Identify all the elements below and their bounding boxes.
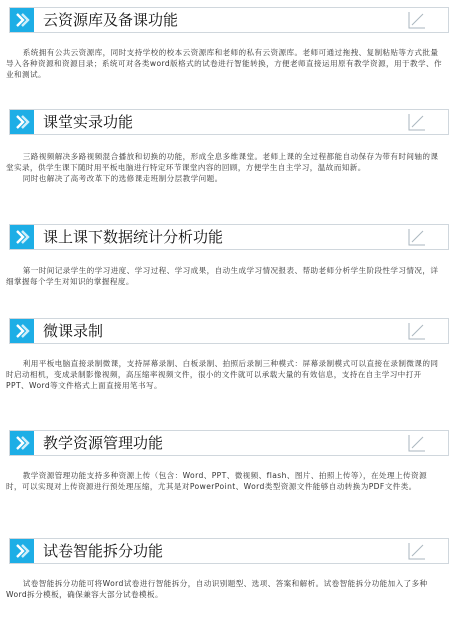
section-title: 试卷智能拆分功能: [43, 542, 164, 560]
chevron-arrow-icon: [10, 539, 34, 563]
section-body: [6, 358, 442, 392]
section-title: 教学资源管理功能: [43, 434, 164, 452]
pencil-corner-icon: [408, 322, 426, 340]
pencil-corner-icon: [408, 113, 426, 131]
pencil-corner-icon: [408, 542, 426, 560]
chevron-arrow-icon: [10, 319, 34, 343]
paragraph: 利用平板电脑直接录制微课，支持屏幕录制、白板录制、拍照后录制三种模式：屏幕录制模式可以直接在录制微课的同时启动相机，变成录制影像视频，高压缩率视频文件，很小的文件就可以承载大量的有效信息，支持在自主学习中打开PPT、Word等文件格式上面直接用笔书写。: [6, 359, 439, 391]
section-header: [9, 318, 449, 344]
section-title: 微课录制: [43, 322, 104, 340]
section-body: [6, 578, 442, 600]
section-header: [9, 7, 449, 33]
section-header: [9, 109, 449, 135]
section-title: 课堂实录功能: [43, 113, 134, 131]
pencil-corner-icon: [408, 228, 426, 246]
paragraph: 同时也解决了高考改革下的选修课走班制分层教学问题。: [22, 174, 223, 184]
section-body: [6, 47, 442, 81]
pencil-corner-icon: [408, 11, 426, 29]
chevron-arrow-icon: [10, 8, 34, 32]
section-body: [6, 151, 442, 185]
section-title: 课上课下数据统计分析功能: [43, 228, 224, 246]
section-header: [9, 430, 449, 456]
section-header: [9, 538, 449, 564]
chevron-arrow-icon: [10, 225, 34, 249]
section-body: [6, 470, 442, 492]
section-title: 云资源库及备课功能: [43, 11, 179, 29]
section-body: [6, 265, 442, 287]
paragraph: 教学资源管理功能支持多种资源上传（包含：Word、PPT、微视频、flash、图片、拍照上传等），在处理上传资源时，可以实现对上传资源进行预处理压缩，尤其是对PowerPoint、Word类型资源文件能够自动转换为PDF文件类。: [6, 471, 427, 492]
chevron-arrow-icon: [10, 110, 34, 134]
paragraph: 试卷智能拆分功能可将Word试卷进行智能拆分，自动识别题型、选项、答案和解析。试卷智能拆分功能加入了多种Word拆分模板，确保兼容大部分试卷模板。: [6, 579, 428, 600]
paragraph: 三路视频解决多路视频混合播放和切换的功能，形成全息多维课堂。老师上课的全过程都能自动保存为带有时间轴的课堂实录，供学生课下随时用平板电脑进行特定环节课堂内容的回顾，方便学生自主学习，温故而知新。: [6, 152, 439, 173]
section-header: [9, 224, 449, 250]
paragraph: 第一时间记录学生的学习进度、学习过程、学习成果，自动生成学习情况报表、帮助老师分析学生阶段性学习情况，详细掌握每个学生对知识的掌握程度。: [6, 266, 439, 287]
pencil-corner-icon: [408, 434, 426, 452]
chevron-arrow-icon: [10, 431, 34, 455]
paragraph: 系统拥有公共云资源库，同时支持学校的校本云资源库和老师的私有云资源库。老师可通过拖拽、复制粘贴等方式批量导入各种资源和资源目录；系统可对各类word版格式的试卷进行智能转换，方便老师直接运用原有教学资源，用于教学、作业和测试。: [6, 48, 442, 80]
